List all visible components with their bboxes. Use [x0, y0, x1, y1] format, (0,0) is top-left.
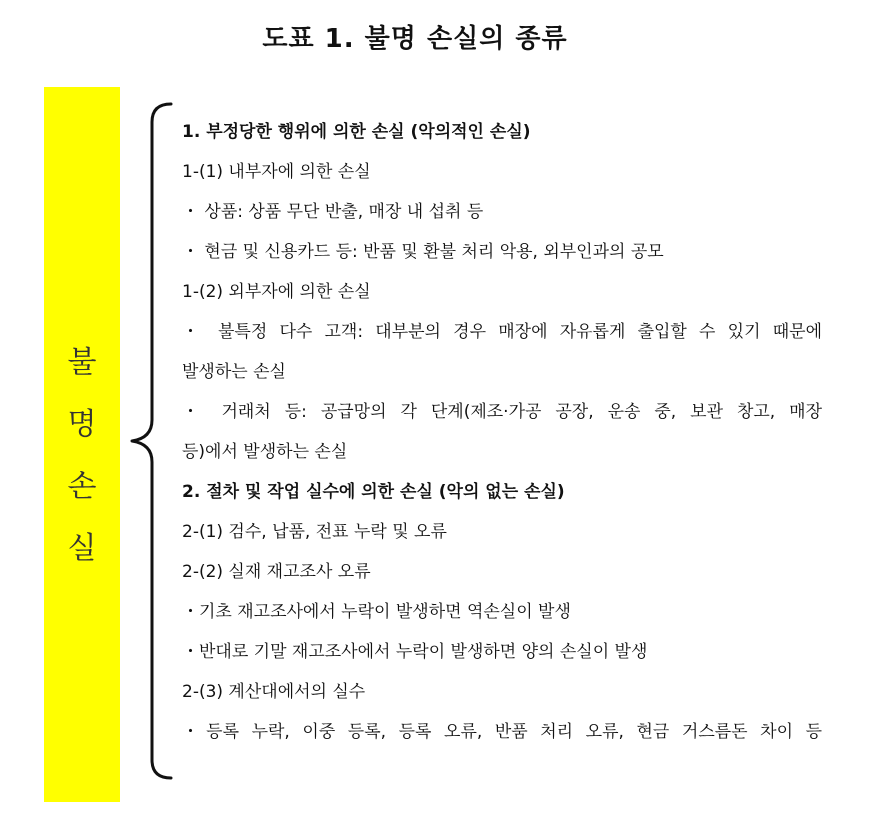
- bullet-item: ・ 현금 및 신용카드 등: 반품 및 환불 처리 악용, 외부인과의 공모: [182, 242, 664, 262]
- subsection-heading: 1-(2) 외부자에 의한 손실: [182, 282, 371, 302]
- section-heading: 2. 절차 및 작업 실수에 의한 손실 (악의 없는 손실): [182, 482, 565, 502]
- curly-brace-icon: [126, 100, 176, 782]
- subsection-heading: 2-(3) 계산대에서의 실수: [182, 682, 366, 702]
- bullet-item: ・기초 재고조사에서 누락이 발생하면 역손실이 발생: [182, 602, 571, 622]
- side-label: [44, 332, 120, 580]
- section-heading: 1. 부정당한 행위에 의한 손실 (악의적인 손실): [182, 122, 531, 142]
- side-label-char: 손: [67, 469, 97, 504]
- bullet-item: ・ 상품: 상품 무단 반출, 매장 내 섭취 등: [182, 202, 484, 222]
- bullet-item: ・반대로 기말 재고조사에서 누락이 발생하면 양의 손실이 발생: [182, 642, 648, 662]
- side-label-char: 불: [67, 345, 97, 380]
- side-label-box: [44, 87, 120, 802]
- subsection-heading: 2-(1) 검수, 납품, 전표 누락 및 오류: [182, 522, 447, 542]
- bullet-item-continuation: 발생하는 손실: [182, 362, 286, 382]
- page-title: 도표 1. 불명 손실의 종류: [262, 24, 568, 54]
- bullet-item: ・ 불특정 다수 고객: 대부분의 경우 매장에 자유롭게 출입할 수 있기 때문에: [182, 322, 822, 342]
- bullet-item-continuation: 등)에서 발생하는 손실: [182, 442, 348, 462]
- bullet-item: ・등록 누락, 이중 등록, 등록 오류, 반품 처리 오류, 현금 거스름돈 차이 등: [182, 722, 822, 742]
- subsection-heading: 1-(1) 내부자에 의한 손실: [182, 162, 371, 182]
- side-label-char: 실: [67, 531, 97, 566]
- subsection-heading: 2-(2) 실재 재고조사 오류: [182, 562, 371, 582]
- side-label-char: 명: [67, 407, 97, 442]
- loss-type-list: [182, 112, 822, 752]
- bullet-item: ・ 거래처 등: 공급망의 각 단계(제조·가공 공장, 운송 중, 보관 창고, 매장: [182, 402, 822, 422]
